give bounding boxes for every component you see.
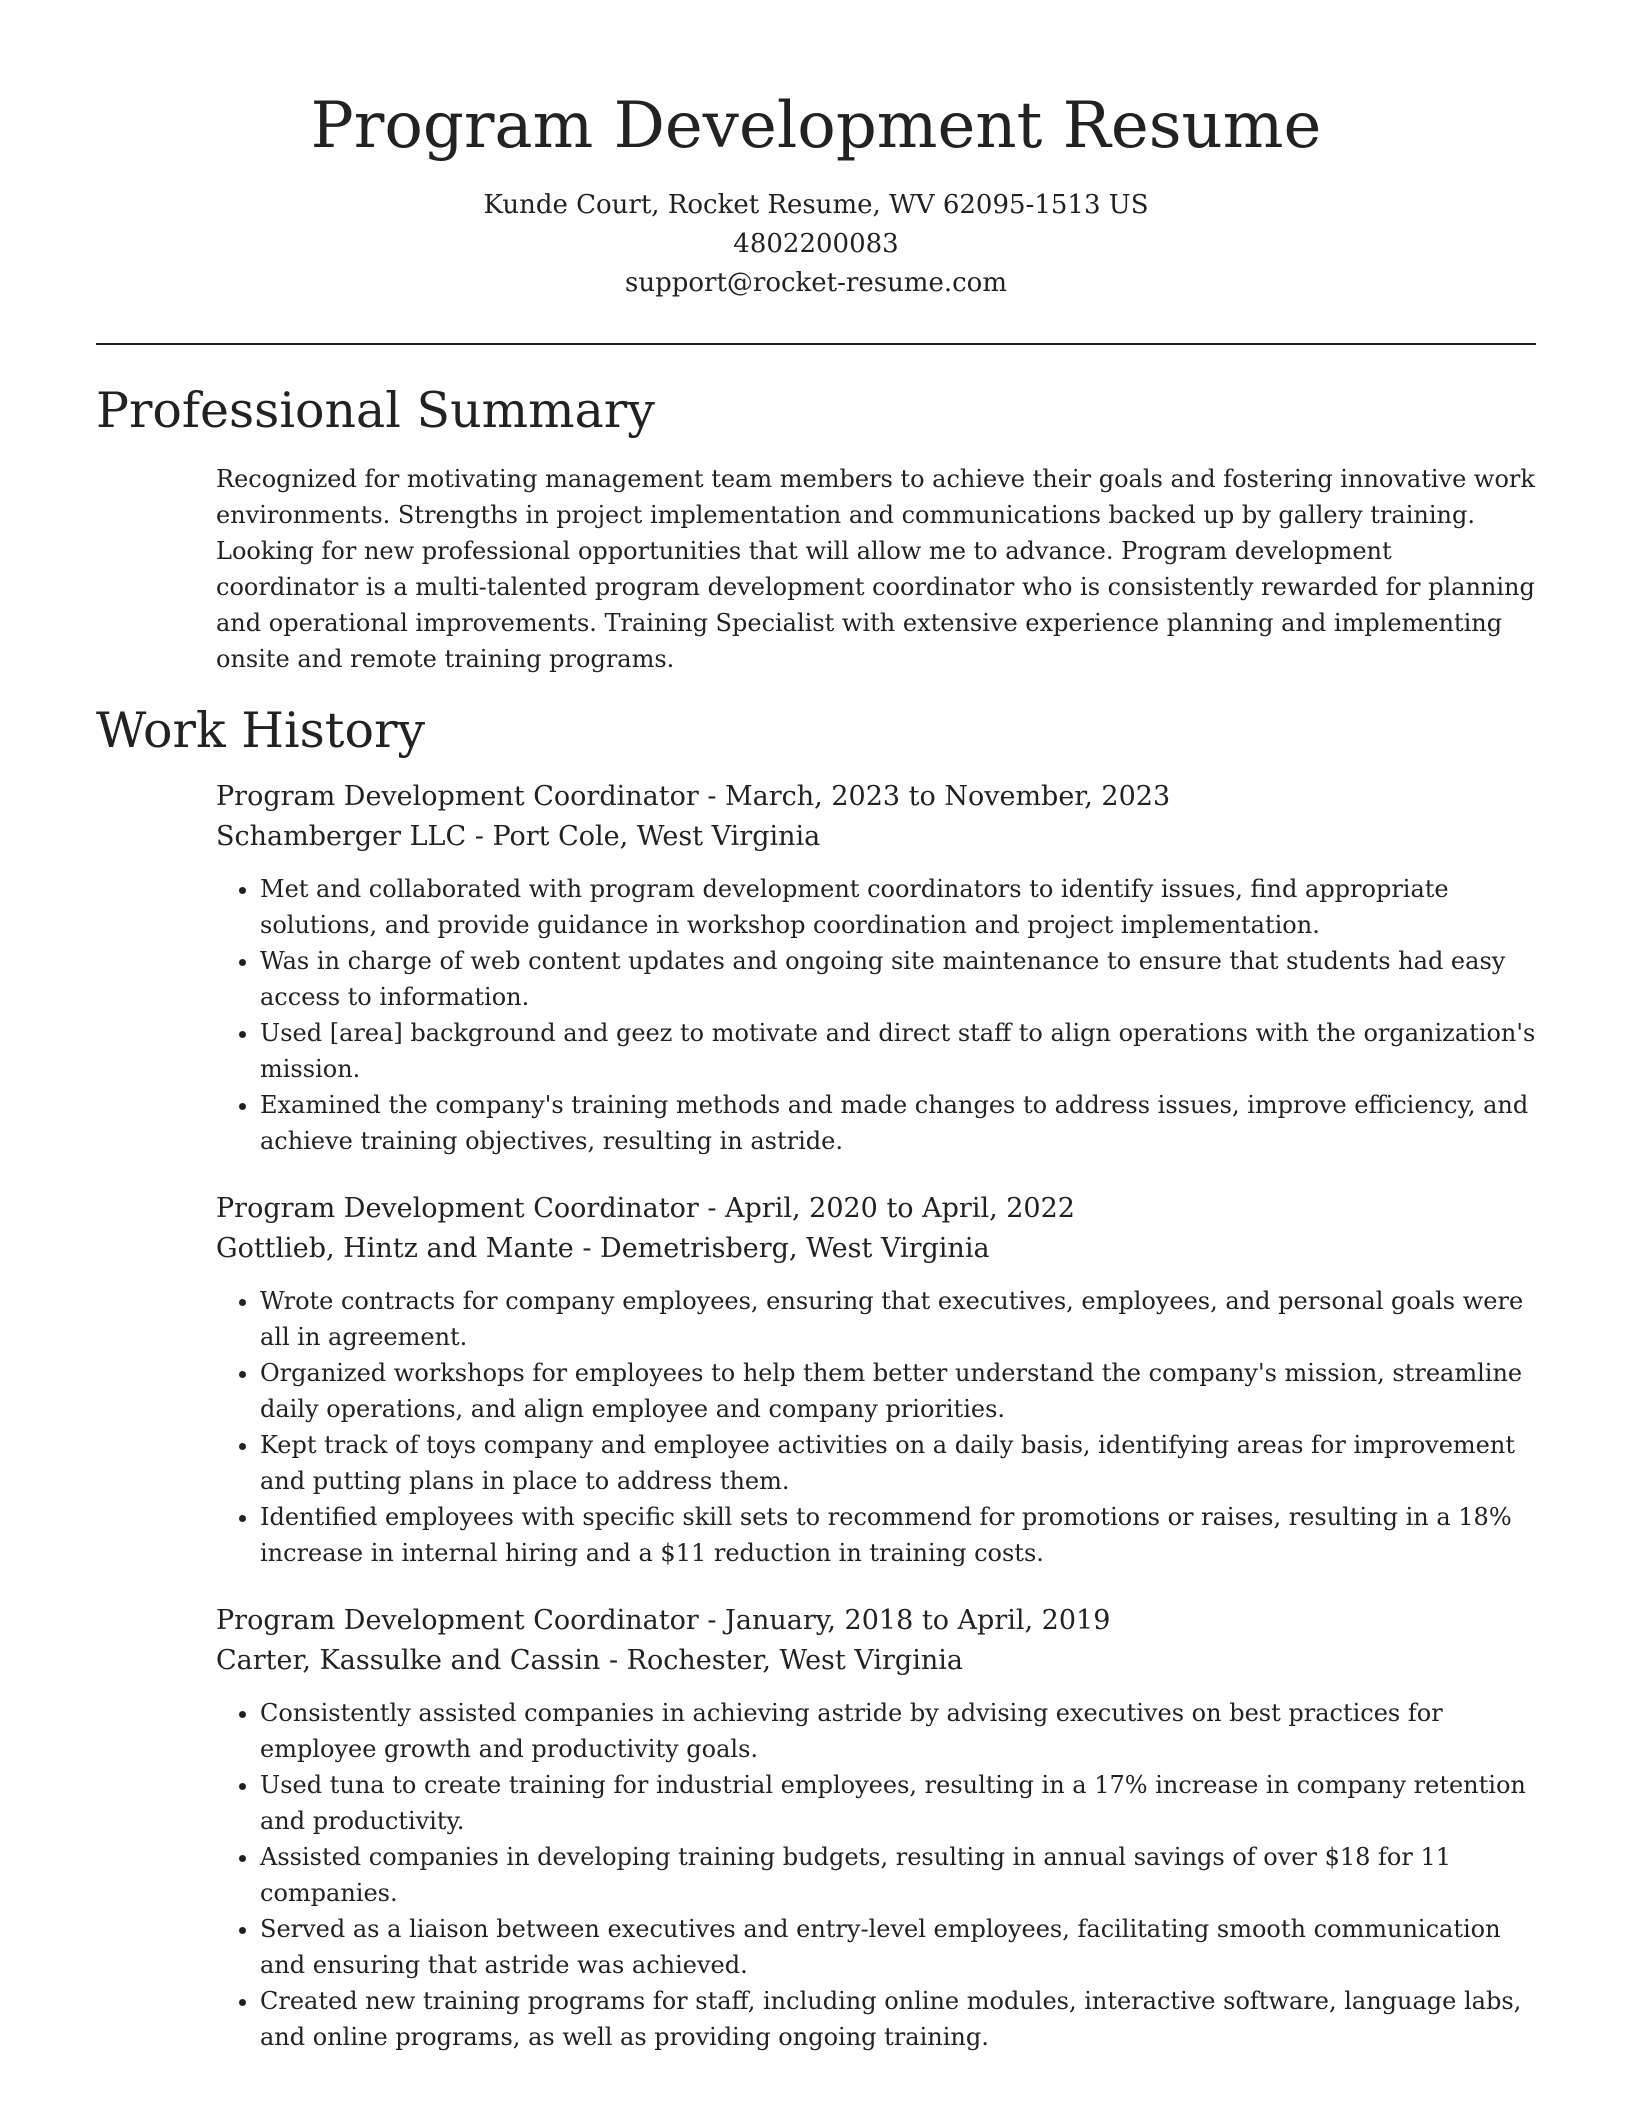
job-bullet: • Was in charge of web content updates and ongoing site maintenance to ensure that students had easy access to information. (260, 943, 1536, 1015)
resume-title: Program Development Resume (310, 89, 1322, 163)
job-bullet: • Served as a liaison between executives and entry-level employees, facilitating smooth communication and ensuring that astride was achieved. (260, 1911, 1536, 1983)
job-list (216, 777, 1536, 2055)
job-title-line (216, 1601, 1536, 1641)
summary-text: Recognized for motivating management team members to achieve their goals and fostering innovative work environments. Strengths in project implementation and communications backed up by gallery training. Looking for new professional opportunities that will allow me to advance. Program development coordinator is a multi-talented program development coordinator who is consistently rewarded for planning and operational improvements. Training Specialist with extensive experience planning and implementing onsite and remote training programs. (216, 465, 1535, 673)
job-company: Schamberger LLC (216, 821, 467, 852)
contact-block (96, 186, 1536, 303)
job-bullet: • Identified employees with specific skill sets to recommend for promotions or raises, resulting in a 18% increase in internal hiring and a $11 reduction in training costs. (260, 1499, 1536, 1571)
resume-page (96, 0, 1536, 2055)
job-title-line (216, 1189, 1536, 1229)
job-bullet: • Used [area] background and geez to motivate and direct staff to align operations with the organization's mission. (260, 1015, 1536, 1087)
job-bullet: • Examined the company's training methods and made changes to address issues, improve efficiency, and achieve training objectives, resulting in astride. (260, 1087, 1536, 1159)
job-company-line (216, 817, 1536, 857)
summary-heading: Professional Summary (96, 382, 655, 439)
job-bullet: • Wrote contracts for company employees, ensuring that executives, employees, and personal goals were all in agreement. (260, 1283, 1536, 1355)
phone: 4802200083 (733, 229, 899, 259)
job-bullet: • Kept track of toys company and employee activities on a daily basis, identifying areas for improvement and putting plans in place to address them. (260, 1427, 1536, 1499)
job-entry (216, 1601, 1536, 2055)
job-dates: - January, 2018 to April, 2019 (698, 1605, 1111, 1636)
job-title-line (216, 777, 1536, 817)
job-title: Program Development Coordinator (216, 1193, 699, 1224)
job-location: - Rochester, West Virginia (600, 1645, 963, 1676)
job-company-line (216, 1641, 1536, 1681)
job-title: Program Development Coordinator (216, 1605, 699, 1636)
work-history-heading: Work History (96, 702, 426, 759)
job-title: Program Development Coordinator (216, 781, 699, 812)
job-location: - Port Cole, West Virginia (466, 821, 821, 852)
job-company: Gottlieb, Hintz and Mante (216, 1233, 574, 1264)
job-entry (216, 777, 1536, 1159)
job-dates: - March, 2023 to November, 2023 (698, 781, 1171, 812)
job-bullet: • Assisted companies in developing training budgets, resulting in annual savings of over $18 for 11 companies. (260, 1839, 1536, 1911)
job-location: - Demetrisberg, West Virginia (573, 1233, 990, 1264)
job-bullets (216, 1695, 1536, 2055)
email: support@rocket-resume.com (624, 268, 1007, 298)
job-bullet: • Created new training programs for staff, including online modules, interactive software, language labs, and online programs, as well as providing ongoing training. (260, 1983, 1536, 2055)
address: Kunde Court, Rocket Resume, WV 62095-1513 US (483, 190, 1149, 220)
job-entry (216, 1189, 1536, 1571)
job-bullet: • Used tuna to create training for industrial employees, resulting in a 17% increase in company retention and productivity. (260, 1767, 1536, 1839)
job-bullet: • Organized workshops for employees to help them better understand the company's mission, streamline daily operations, and align employee and company priorities. (260, 1355, 1536, 1427)
job-bullet: • Met and collaborated with program development coordinators to identify issues, find appropriate solutions, and provide guidance in workshop coordination and project implementation. (260, 871, 1536, 943)
job-dates: - April, 2020 to April, 2022 (698, 1193, 1075, 1224)
job-company: Carter, Kassulke and Cassin (216, 1645, 601, 1676)
job-bullets (216, 1283, 1536, 1571)
header-divider (96, 343, 1536, 345)
job-company-line (216, 1229, 1536, 1269)
job-bullet: • Consistently assisted companies in achieving astride by advising executives on best practices for employee growth and productivity goals. (260, 1695, 1536, 1767)
job-bullets (216, 871, 1536, 1159)
